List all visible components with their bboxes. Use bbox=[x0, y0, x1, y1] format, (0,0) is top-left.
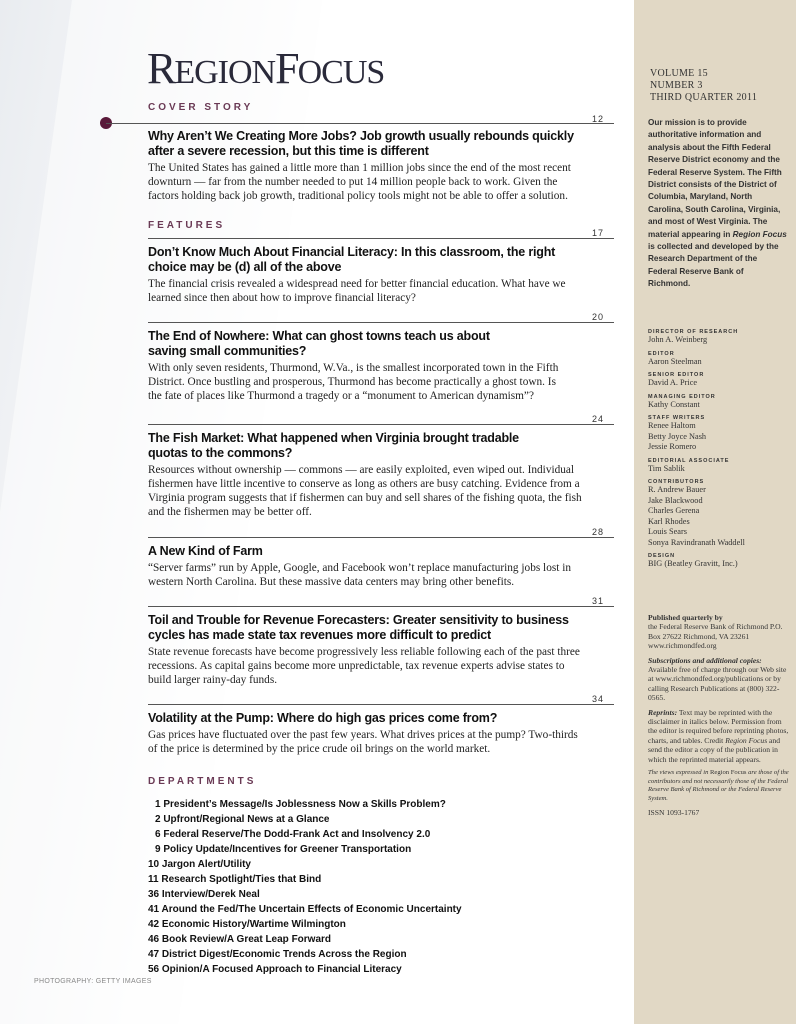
staff-names: Aaron Steelman bbox=[648, 356, 702, 366]
feature-article[interactable] bbox=[148, 544, 588, 589]
cover-page-number: 12 bbox=[591, 114, 604, 124]
features-label: FEATURES bbox=[148, 220, 226, 231]
published-by: Published quarterly by the Federal Reserve Bank of Richmond P.O. Box 27622 Richmond, VA 23261 www.richmondfed.org bbox=[648, 613, 783, 651]
department-item[interactable]: 2 Upfront/Regional News at a Glance bbox=[155, 814, 330, 825]
article-summary: Gas prices have fluctuated over the past few years. What drives prices at the pump? Two-thirds of the price is determined by the price crude oil brings on the world market. bbox=[148, 729, 578, 755]
staff-names: Renee Haltom Betty Joyce Nash Jessie Romero bbox=[648, 421, 707, 451]
department-item[interactable]: 47 District Digest/Economic Trends Across the Region bbox=[148, 949, 407, 960]
article-summary: The United States has gained a little more than 1 million jobs since the end of the most recent downturn — far from the number needed to put 14 million people back to work. Given the factors holding back job growth, traditional policy tools might not be able to offer a solution. bbox=[148, 162, 571, 202]
mission-statement: Our mission is to provide authoritative information and analysis about the Fifth Federal Reserve District economy and the Federal Reserve System. The Fifth District consists of the District of Columbia, Maryland, North Carolina, South Carolina, Virginia, and most of West Virginia. The material appearing in Region Focus is collected and developed by the Research Department of the Federal Reserve Bank of Richmond. bbox=[648, 118, 787, 289]
article-title: Toil and Trouble for Revenue Forecasters: Greater sensitivity to business cycles has made state tax revenues more difficult to predict bbox=[148, 613, 569, 642]
article-title: Volatility at the Pump: Where do high gas prices come from? bbox=[148, 711, 498, 725]
article-title: A New Kind of Farm bbox=[148, 544, 263, 558]
feature-article[interactable] bbox=[148, 711, 588, 756]
article-title: The Fish Market: What happened when Virginia brought tradable quotas to the commons? bbox=[148, 431, 519, 460]
photo-credit: PHOTOGRAPHY: GETTY IMAGES bbox=[34, 978, 152, 985]
article-summary: The financial crisis revealed a widespread need for better financial education. What have we learned since then about how to improve financial literacy? bbox=[148, 278, 566, 304]
department-item[interactable]: 41 Around the Fed/The Uncertain Effects of Economic Uncertainty bbox=[148, 904, 462, 915]
feature-rule bbox=[148, 606, 614, 607]
department-item[interactable]: 56 Opinion/A Focused Approach to Financial Literacy bbox=[148, 964, 402, 975]
article-summary: With only seven residents, Thurmond, W.Va., is the smallest incorporated town in the Fifth District. Once bustling and prosperous, Thurmond has become practically a ghost town. Is the fate of places like Thurmond a tragedy or a “monument to American dynamism”? bbox=[148, 362, 559, 402]
feature-article[interactable] bbox=[148, 245, 588, 305]
staff-names: Tim Sablik bbox=[648, 463, 685, 473]
feature-rule bbox=[148, 322, 614, 323]
departments-label: DEPARTMENTS bbox=[148, 776, 257, 787]
cover-rule bbox=[106, 123, 614, 124]
staff-names: David A. Price bbox=[648, 378, 698, 387]
article-summary: Resources without ownership — commons — are easily exploited, even wiped out. Individual fishermen have little incentive to conserve as long as others are busy catching. Evidence from a Virginia program suggests that if fishermen can buy and sell shares of the fishing quota, the fish and the fishermen may be better off. bbox=[148, 464, 582, 518]
feature-article[interactable] bbox=[148, 329, 568, 403]
volume: VOLUME 15 bbox=[650, 68, 708, 79]
staff-role: CONTRIBUTORS bbox=[648, 479, 705, 485]
department-item[interactable]: 1 President’s Message/Is Joblessness Now a Skills Problem? bbox=[155, 799, 446, 810]
feature-page-number: 17 bbox=[591, 228, 604, 238]
quarter: THIRD QUARTER 2011 bbox=[650, 92, 758, 103]
feature-page-number: 34 bbox=[591, 694, 604, 704]
staff-role: DESIGN bbox=[648, 553, 676, 559]
disclaimer: The views expressed in Region Focus are those of the contributors and not necessarily those of the Federal Reserve Bank of Richmond or the Federal Reserve System. bbox=[648, 769, 789, 802]
cover-story-label: COVER STORY bbox=[148, 102, 254, 113]
feature-rule bbox=[148, 704, 614, 705]
feature-rule bbox=[148, 238, 614, 239]
staff-role: EDITOR bbox=[648, 350, 675, 357]
staff-names: BIG (Beatley Gravitt, Inc.) bbox=[648, 559, 738, 568]
departments-list bbox=[148, 797, 462, 977]
subscriptions: Subscriptions and additional copies: Available free of charge through our Web site at www.richmondfed.org/publications or by calling Research Publications at (800) 322-0565. bbox=[648, 655, 787, 703]
cover-story-article[interactable] bbox=[148, 129, 588, 203]
article-summary: State revenue forecasts have become progressively less reliable following each of the past three recessions. As capital gains become more unpredictable, tax revenue experts advise states to build larger rainy-day funds. bbox=[148, 646, 580, 686]
staff-role: SENIOR EDITOR bbox=[648, 372, 705, 378]
article-title: Why Aren’t We Creating More Jobs? Job growth usually rebounds quickly after a severe recession, but this time is different bbox=[148, 129, 574, 158]
staff-names: Kathy Constant bbox=[648, 399, 700, 409]
department-item[interactable]: 6 Federal Reserve/The Dodd-Frank Act and Insolvency 2.0 bbox=[155, 829, 431, 840]
department-item[interactable]: 9 Policy Update/Incentives for Greener Transportation bbox=[155, 844, 412, 855]
department-item[interactable]: 10 Jargon Alert/Utility bbox=[148, 859, 251, 870]
staff-role: MANAGING EDITOR bbox=[648, 393, 716, 400]
staff-names: R. Andrew Bauer Jake Blackwood Charles Gerena Karl Rhodes Louis Sears Sonya Ravindranath Waddell bbox=[648, 485, 745, 547]
feature-article[interactable] bbox=[148, 431, 588, 519]
staff-role: EDITORIAL ASSOCIATE bbox=[648, 457, 730, 464]
region-focus-logo: REGIONFOCUS bbox=[147, 44, 385, 93]
article-summary: “Server farms” run by Apple, Google, and Facebook won’t replace manufacturing jobs lost in western North Carolina. But these massive data centers may bring other benefits. bbox=[148, 562, 571, 588]
feature-article[interactable] bbox=[148, 613, 588, 687]
publication-info bbox=[648, 613, 792, 823]
staff-role: STAFF WRITERS bbox=[648, 415, 706, 421]
article-title: Don’t Know Much About Financial Literacy: In this classroom, the right choice may be (d) all of the above bbox=[148, 245, 556, 274]
staff-names: John A. Weinberg bbox=[648, 335, 708, 344]
reprints: Reprints: Text may be reprinted with the disclaimer in italics below. Permission from the editor is required before reprinting photos, charts, and tables. Credit Region Focus and send the editor a copy of the publication in which the reprinted material appears. bbox=[648, 707, 789, 764]
number: NUMBER 3 bbox=[650, 80, 703, 91]
staff-role: DIRECTOR OF RESEARCH bbox=[648, 329, 739, 335]
department-item[interactable]: 36 Interview/Derek Neal bbox=[148, 889, 260, 900]
feature-page-number: 28 bbox=[591, 527, 604, 537]
department-item[interactable]: 46 Book Review/A Great Leap Forward bbox=[148, 934, 332, 945]
issn: ISSN 1093-1767 bbox=[648, 808, 700, 818]
feature-rule bbox=[148, 537, 614, 538]
feature-rule bbox=[148, 424, 614, 425]
issue-info bbox=[650, 68, 757, 104]
department-item[interactable]: 11 Research Spotlight/Ties that Bind bbox=[148, 874, 322, 885]
feature-page-number: 31 bbox=[591, 596, 604, 606]
staff-list bbox=[648, 324, 790, 570]
feature-page-number: 24 bbox=[591, 414, 604, 424]
department-item[interactable]: 42 Economic History/Wartime Wilmington bbox=[148, 919, 346, 930]
feature-page-number: 20 bbox=[591, 312, 604, 322]
article-title: The End of Nowhere: What can ghost towns teach us about saving small communities? bbox=[148, 329, 490, 358]
